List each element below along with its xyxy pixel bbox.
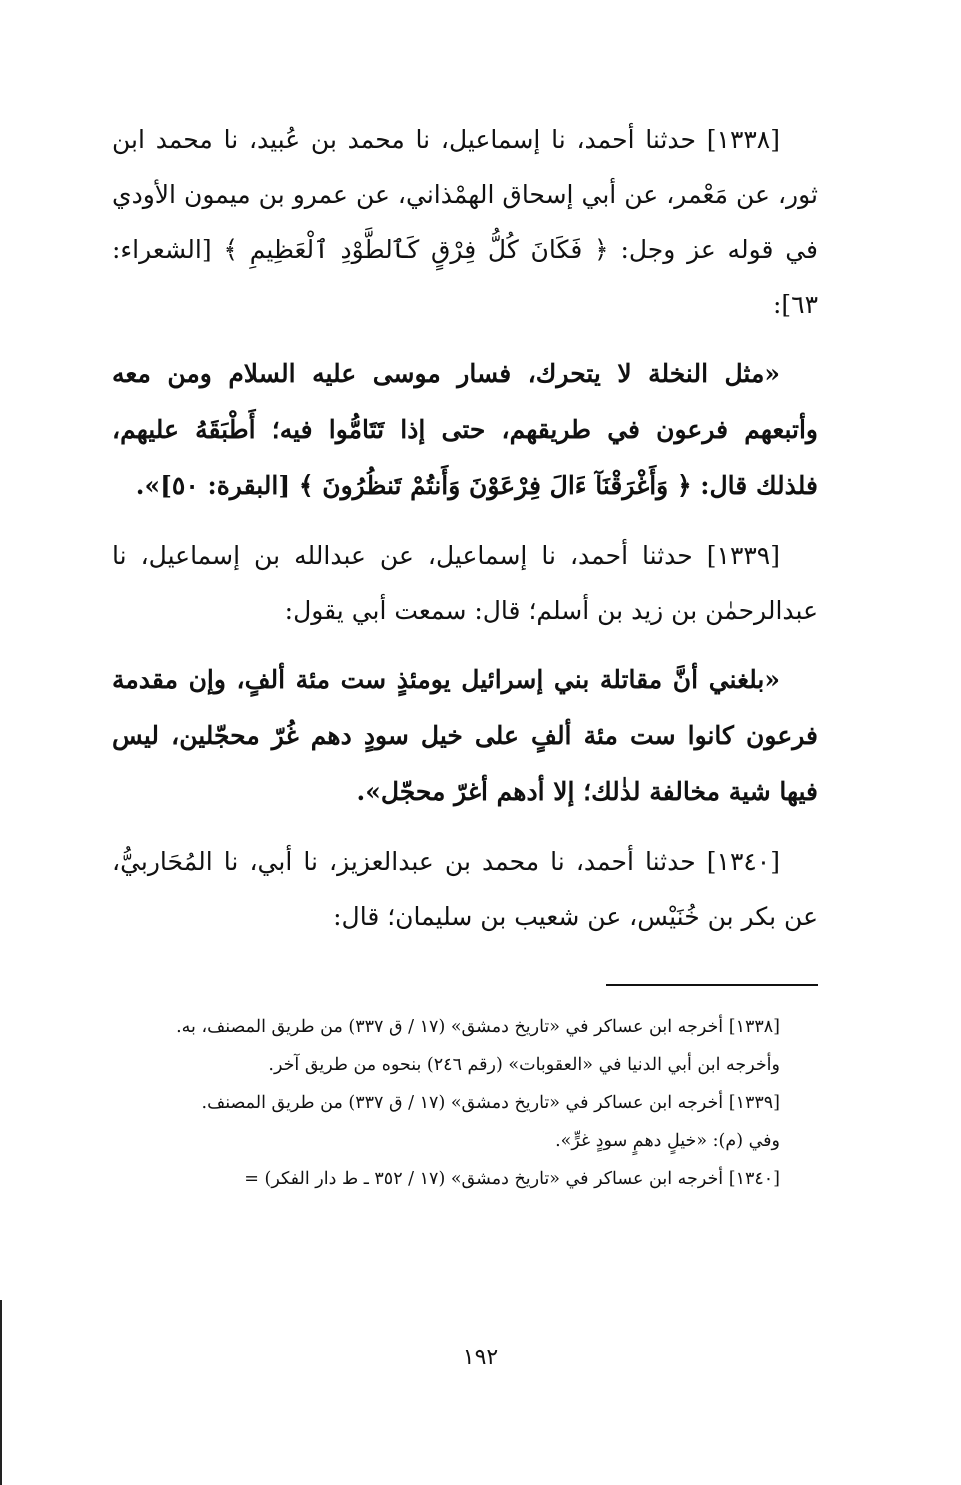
book-page xyxy=(112,112,818,1198)
main-text xyxy=(112,112,818,944)
footnote-1339: [١٣٣٩] أخرجه ابن عساكر في «تاريخ دمشق» (١٧ / ق ٣٣٧) من طريق المصنف. xyxy=(201,1093,780,1113)
quote-1339: «بلغني أنَّ مقاتلة بني إسرائيل يومئذٍ ست مئة ألفٍ، وإن مقدمة فرعون كانوا ست مئة ألفٍ على خيل سودٍ دهم غُرّ محجّلين، ليس فيها شية مخالفة لذٰلك؛ إلا أدهم أغرّ محجّل». xyxy=(112,665,818,806)
footnote-1339-variant: وفي (م): «خيلٍ دهمٍ سودٍ غرٍّ». xyxy=(555,1131,780,1151)
hadith-1340: [١٣٤٠] حدثنا أحمد، نا محمد بن عبدالعزيز، نا أبي، نا المُحَاربيُّ، عن بكر بن خُنَيْس، عن شعيب بن سليمان؛ قال: xyxy=(112,847,818,931)
footnote-1338: [١٣٣٨] أخرجه ابن عساكر في «تاريخ دمشق» (١٧ / ق ٣٣٧) من طريق المصنف، به. xyxy=(176,1017,780,1037)
hadith-1339: [١٣٣٩] حدثنا أحمد، نا إسماعيل، عن عبدالله بن إسماعيل، نا عبدالرحمٰن بن زيد بن أسلم؛ قال: سمعت أبي يقول: xyxy=(112,541,818,625)
footnote-1338-extra: وأخرجه ابن أبي الدنيا في «العقوبات» (رقم ٢٤٦) بنحوه من طريق آخر. xyxy=(268,1055,780,1075)
page-number: ١٩٢ xyxy=(462,1345,499,1370)
scan-edge-line xyxy=(0,1300,2,1485)
footnotes xyxy=(112,1008,818,1198)
hadith-1338: [١٣٣٨] حدثنا أحمد، نا إسماعيل، نا محمد بن عُبيد، نا محمد ابن ثور، عن مَعْمر، عن أبي إسحاق الهمْذاني، عن عمرو بن ميمون الأودي في قوله عز وجل: ﴿ فَكَانَ كُلُّ فِرْقٍ كَٱلطَّوْدِ ٱلْعَظِيمِ ﴾ [الشعراء: ٦٣]: xyxy=(112,125,818,319)
quote-1338: «مثل النخلة لا يتحرك، فسار موسى عليه السلام ومن معه وأتبعهم فرعون في طريقهم، حتى إذا تَتَامُّوا فيه؛ أَطْبَقَهُ عليهم، فلذلك قال: ﴿ وَأَغْرَقْنَآ ءَالَ فِرْعَوْنَ وَأَنتُمْ تَنظُرُونَ ﴾ [البقرة: ٥٠]». xyxy=(112,359,818,500)
footnote-1340: [١٣٤٠] أخرجه ابن عساكر في «تاريخ دمشق» (١٧ / ٣٥٢ ـ ط دار الفكر) = xyxy=(244,1169,780,1189)
footnote-divider xyxy=(606,984,818,986)
